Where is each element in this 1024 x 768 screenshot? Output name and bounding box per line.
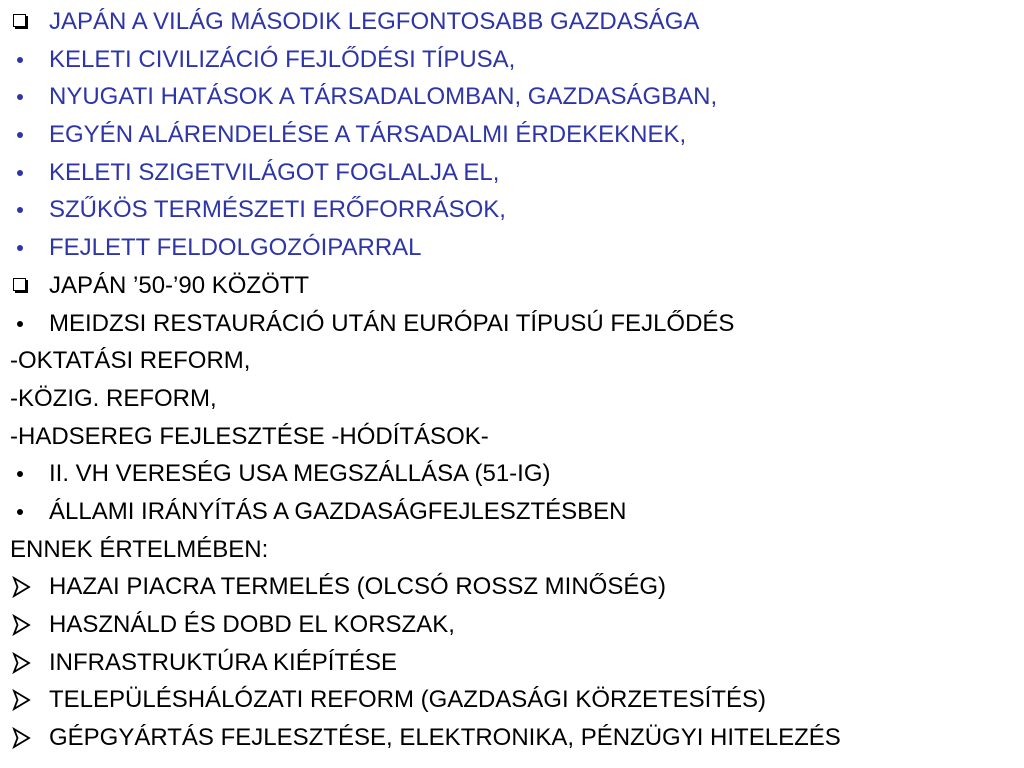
list-line: [0, 229, 1024, 267]
list-line: [0, 606, 1024, 644]
bullet-icon: [10, 229, 40, 267]
list-line: [0, 418, 1024, 456]
bullet-dot-shape: [17, 57, 23, 63]
list-line: [0, 305, 1024, 343]
line-text: ENNEK ÉRTELMÉBEN:: [10, 535, 269, 563]
bullet-icon: [10, 154, 40, 192]
bullet-dot-shape: [17, 245, 23, 251]
line-text: HASZNÁLD ÉS DOBD EL KORSZAK,: [49, 611, 455, 638]
line-text: NYUGATI HATÁSOK A TÁRSADALOMBAN, GAZDASÁGBAN,: [49, 83, 718, 111]
bullet-dot-shape: [17, 321, 23, 327]
list-line: [0, 531, 1024, 569]
checkbox-icon: [10, 267, 40, 305]
line-text: KELETI SZIGETVILÁGOT FOGLALJA EL,: [49, 158, 500, 186]
list-line: [0, 78, 1024, 116]
list-line: [0, 342, 1024, 380]
list-line: [0, 644, 1024, 682]
list-line: [0, 455, 1024, 493]
line-text: MEIDZSI RESTAURÁCIÓ UTÁN EURÓPAI TÍPUSÚ FEJLŐDÉS: [49, 309, 735, 337]
line-text: HAZAI PIACRA TERMELÉS (OLCSÓ ROSSZ MINŐSÉG): [49, 573, 667, 601]
bullet-icon: [10, 305, 40, 343]
bullet-icon: [10, 191, 40, 229]
bullet-icon: [10, 116, 40, 154]
bullet-dot-shape: [17, 132, 23, 138]
bullet-icon: [10, 41, 40, 79]
line-text: TELEPÜLÉSHÁLÓZATI REFORM (GAZDASÁGI KÖRZETESÍTÉS): [49, 686, 766, 714]
arrowhead-icon: [10, 606, 40, 644]
list-line: [0, 41, 1024, 79]
bullet-icon: [10, 78, 40, 116]
bullet-icon: [10, 493, 40, 531]
list-line: [0, 154, 1024, 192]
line-text: ÁLLAMI IRÁNYÍTÁS A GAZDASÁGFEJLESZTÉSBEN: [49, 497, 627, 525]
checkbox-icon: [10, 3, 40, 41]
line-text: INFRASTRUKTÚRA KIÉPÍTÉSE: [49, 648, 398, 676]
bullet-dot-shape: [17, 94, 23, 100]
arrowhead-shape: [12, 652, 32, 674]
list-line: [0, 681, 1024, 719]
bullet-dot-shape: [17, 471, 23, 477]
line-text: JAPÁN A VILÁG MÁSODIK LEGFONTOSABB GAZDASÁGA: [49, 8, 700, 35]
arrowhead-shape: [12, 689, 32, 711]
list-line: [0, 719, 1024, 757]
line-text: GÉPGYÁRTÁS FEJLESZTÉSE, ELEKTRONIKA, PÉNZÜGYI HITELEZÉS: [49, 724, 841, 752]
line-text: KELETI CIVILIZÁCIÓ FEJLŐDÉSI TÍPUSA,: [49, 45, 516, 73]
checkbox-square-shape: [13, 14, 26, 27]
arrowhead-shape: [12, 614, 32, 636]
list-line: [0, 116, 1024, 154]
checkbox-square-shape: [13, 278, 26, 291]
line-text: JAPÁN ’50-’90 KÖZÖTT: [49, 271, 310, 299]
line-text: SZŰKÖS TERMÉSZETI ERŐFORRÁSOK,: [49, 196, 506, 224]
line-text: FEJLETT FELDOLGOZÓIPARRAL: [49, 234, 422, 262]
arrowhead-icon: [10, 719, 40, 757]
bullet-dot-shape: [17, 170, 23, 176]
bullet-icon: [10, 455, 40, 493]
line-text: -KÖZIG. REFORM,: [10, 384, 217, 412]
line-text: -HADSEREG FEJLESZTÉSE -HÓDÍTÁSOK-: [10, 422, 489, 450]
bullet-dot-shape: [17, 207, 23, 213]
arrowhead-shape: [12, 727, 32, 749]
list-line: [0, 3, 1024, 41]
arrowhead-shape: [12, 576, 32, 598]
list-line: [0, 267, 1024, 305]
list-line: [0, 493, 1024, 531]
arrowhead-icon: [10, 681, 40, 719]
list-line: [0, 191, 1024, 229]
line-text: -OKTATÁSI REFORM,: [10, 347, 251, 375]
line-text: EGYÉN ALÁRENDELÉSE A TÁRSADALMI ÉRDEKEKNEK,: [49, 121, 687, 149]
list-line: [0, 568, 1024, 606]
arrowhead-icon: [10, 644, 40, 682]
line-text: II. VH VERESÉG USA MEGSZÁLLÁSA (51-IG): [49, 460, 551, 488]
list-line: [0, 380, 1024, 418]
bullet-dot-shape: [17, 509, 23, 515]
arrowhead-icon: [10, 568, 40, 606]
